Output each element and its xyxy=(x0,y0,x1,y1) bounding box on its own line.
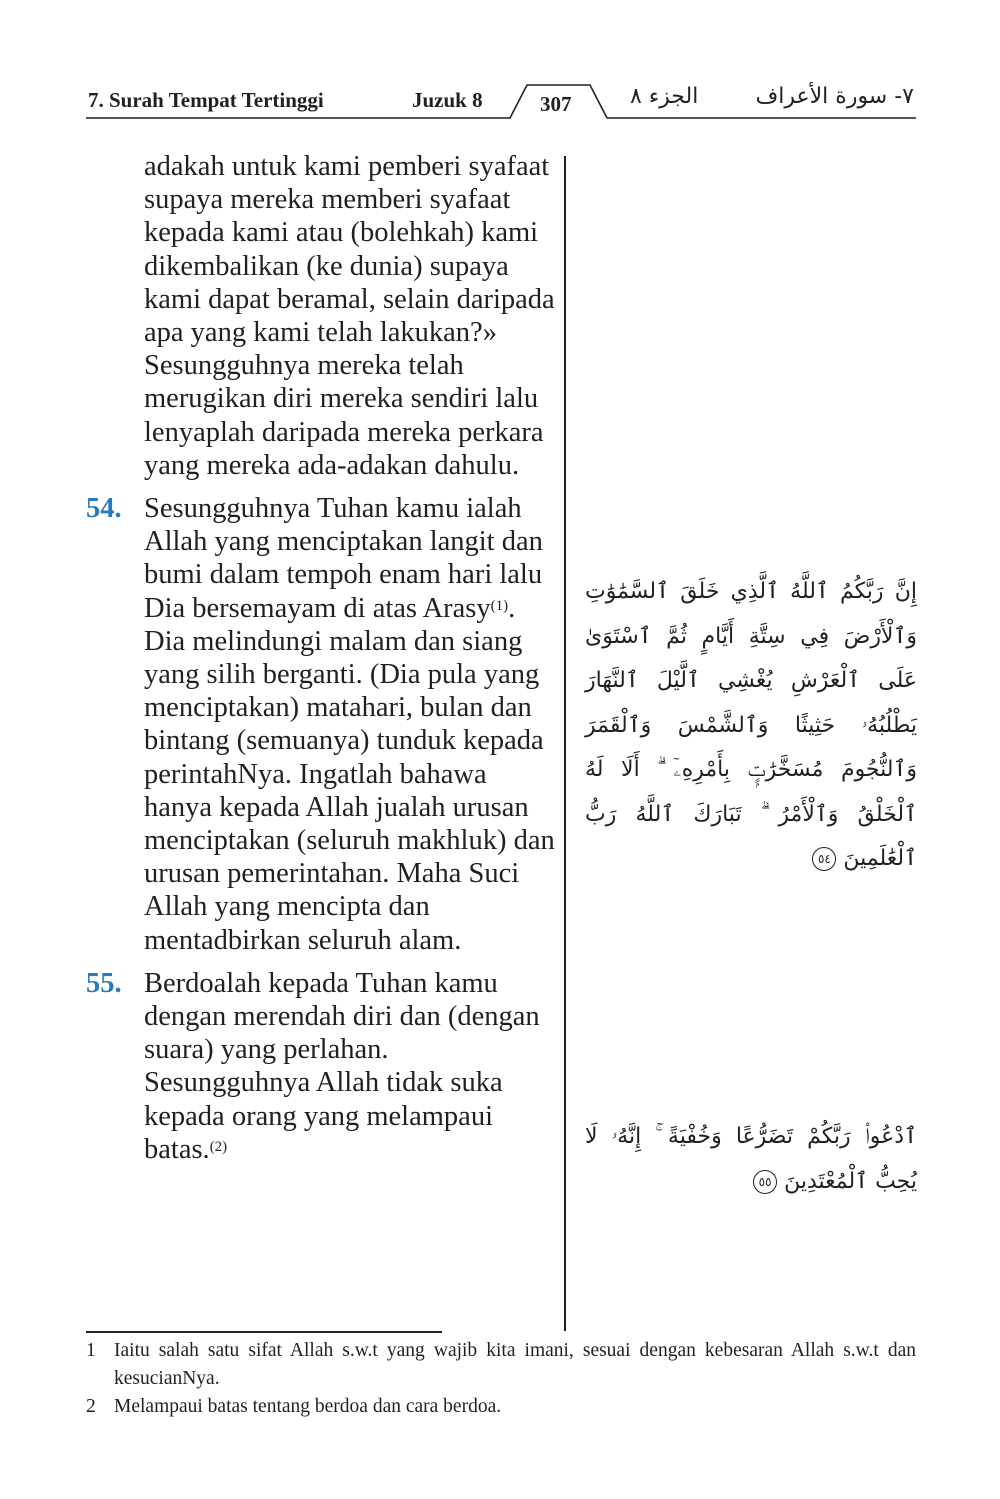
page-header xyxy=(0,0,1000,130)
verse-55-arabic xyxy=(585,1115,917,1204)
column-divider xyxy=(564,156,566,1331)
footnote-ref-1: (1) xyxy=(490,597,509,614)
juz-label-arabic: الجزء ٨ xyxy=(630,84,699,109)
verse-54-arabic-text: إِنَّ رَبَّكُمُ ٱللَّهُ ٱلَّذِي خَلَقَ ٱلسَّمَٰوَٰتِ وَٱلْأَرْضَ فِي سِتَّةِ أَيَّامٍ ثُمَّ ٱسْتَوَىٰ عَلَى ٱلْعَرْشِ يُغْشِي ٱلَّيْلَ ٱلنَّهَارَ يَطْلُبُهُۥ حَثِيثًا وَٱلشَّمْسَ وَٱلْقَمَرَ وَٱلنُّجُومَ مُسَخَّرَٰتٍۭ بِأَمْرِهِۦٓ ۗ أَلَا لَهُ ٱلْخَلْقُ وَٱلْأَمْرُ ۗ تَبَارَكَ ٱللَّهُ رَبُّ ٱلْعَٰلَمِينَ xyxy=(585,579,917,871)
footnote-text: Iaitu salah satu sifat Allah s.w.t yang wajib kita imani, sesuai dengan kebesaran Allah s.w.t dan kesucianNya. xyxy=(114,1340,916,1389)
footnote xyxy=(86,1337,916,1393)
verse-55-arabic-text: ٱدْعُوا۟ رَبَّكُمْ تَضَرُّعًا وَخُفْيَةً ۚ إِنَّهُۥ لَا يُحِبُّ ٱلْمُعْتَدِينَ xyxy=(585,1124,917,1194)
ayah-end-marker-55: ٥٥ xyxy=(753,1170,777,1194)
verse-54-arabic xyxy=(585,570,917,882)
footnote-text: Melampaui batas tentang berdoa dan cara berdoa. xyxy=(114,1396,502,1417)
verse-54-text-part-2: . Dia melindungi malam dan siang yang silih berganti. (Dia pula yang menciptakan) matahari, bulan dan bintang (semuanya) tunduk kepada perintahNya. Ingatlah bahawa hanya kepada Allah jualah urusan menciptakan (seluruh makhluk) dan urusan pemerintahan. Maha Suci Allah yang mencipta dan mentadbirkan seluruh alam. xyxy=(144,592,555,956)
surah-title-latin: 7. Surah Tempat Tertinggi xyxy=(88,88,324,112)
verse-55-translation xyxy=(86,967,558,1166)
continuation-paragraph: adakah untuk kami pemberi syafaat supaya mereka memberi syafaat kepada kami atau (bolehkah) kami dikembalikan (ke dunia) supaya kami dapat beramal, selain daripada apa yang kami telah lakukan?» Sesungguhnya mereka telah merugikan diri mereka sendiri lalu lenyaplah daripada mereka perkara yang mereka ada-adakan dahulu. xyxy=(144,151,555,481)
footnote-number: 1 xyxy=(86,1340,96,1361)
verse-number-55: 55. xyxy=(86,967,122,999)
juz-label-latin: Juzuk 8 xyxy=(412,88,483,112)
verse-54-translation xyxy=(86,492,558,957)
surah-title-arabic: ٧- سورة الأعراف xyxy=(755,84,914,109)
footnote xyxy=(86,1393,916,1421)
footnote-rule xyxy=(86,1331,442,1333)
footnotes xyxy=(86,1337,916,1421)
translation-column xyxy=(86,150,558,1166)
verse-55-text: Berdoalah kepada Tuhan kamu dengan merendah diri dan (dengan suara) yang perlahan. Sesungguhnya Allah tidak suka kepada orang yang melampaui batas. xyxy=(144,967,540,1165)
footnote-number: 2 xyxy=(86,1396,96,1417)
page-number: 307 xyxy=(540,92,572,116)
ayah-end-marker-54: ٥٤ xyxy=(812,847,836,871)
verse-number-54: 54. xyxy=(86,493,122,525)
verse-54-text-part-1: Sesungguhnya Tuhan kamu ialah Allah yang menciptakan langit dan bumi dalam tempoh enam hari lalu Dia bersemayam di atas Arasy xyxy=(144,493,543,624)
footnote-ref-2: (2) xyxy=(209,1138,228,1155)
